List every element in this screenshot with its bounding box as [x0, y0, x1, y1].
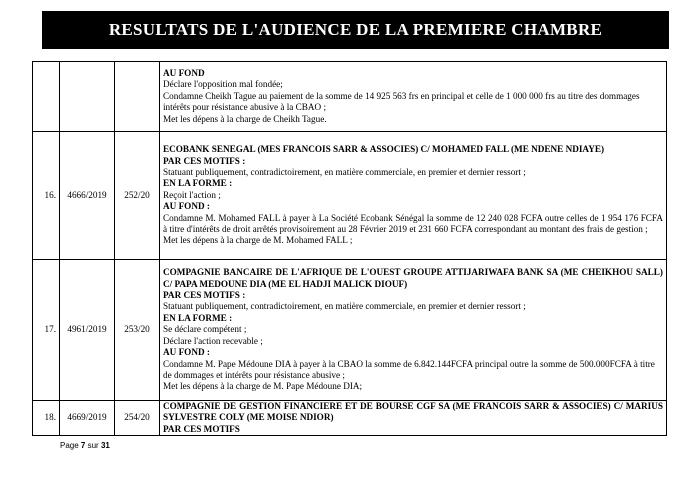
- section-heading: ECOBANK SENEGAL (MES FRANCOIS SARR & ASSOCIES) C/ MOHAMED FALL (ME NDENE NDIAYE): [163, 144, 605, 155]
- page-label: Page: [60, 441, 79, 450]
- case-number: 4961/2019: [60, 260, 115, 401]
- section-heading: EN LA FORME :: [163, 312, 233, 323]
- judgment-line: Statuant publiquement, contradictoirement, en matière commerciale, en premier et dernier ressort ;: [163, 166, 526, 177]
- row-number: 18.: [33, 401, 60, 436]
- judgment-text: [160, 132, 667, 260]
- section-heading: COMPAGNIE BANCAIRE DE L'AFRIQUE DE L'OUEST GROUPE ATTIJARIWAFA BANK SA (ME CHEIKHOU SALL) C/ PAPA MEDOUNE DIA (ME EL HADJI MALICK DIOUF): [163, 267, 663, 289]
- judgment-line: Statuant publiquement, contradictoirement, en matière commerciale, en premier et dernier ressort ;: [163, 301, 526, 312]
- results-table-body: [33, 62, 667, 436]
- judgment-line: Met les dépens à la charge de Cheikh Tague.: [163, 113, 327, 124]
- page-title: RESULTATS DE L'AUDIENCE DE LA PREMIERE CHAMBRE: [108, 20, 603, 39]
- section-heading: AU FOND: [163, 67, 205, 78]
- row-number: 17.: [33, 260, 60, 401]
- section-heading: PAR CES MOTIFS :: [163, 290, 246, 301]
- table-row: [33, 401, 667, 436]
- table-row: [33, 260, 667, 401]
- page-title-banner: [42, 11, 669, 49]
- judgment-text: [160, 62, 667, 132]
- table-row: [33, 132, 667, 260]
- judgment-line: Se déclare compétent ;: [163, 324, 247, 335]
- judgment-number: [115, 62, 160, 132]
- section-heading: PAR CES MOTIFS :: [163, 155, 246, 166]
- case-number: 4666/2019: [60, 132, 115, 260]
- judgment-line: Déclare l'opposition mal fondée;: [163, 79, 283, 90]
- page-current: 7: [80, 441, 86, 450]
- case-number: 4669/2019: [60, 401, 115, 436]
- results-table: [32, 61, 667, 436]
- judgment-line: Met les dépens à la charge de M. Pape Médoune DIA;: [163, 381, 363, 392]
- judgment-text: [160, 260, 667, 401]
- judgment-line: Condamne Cheikh Tague au paiement de la somme de 14 925 563 frs en principal et celle de 1 000 000 frs au titre des dommages intérêts pour résistance abusive à la CBAO ;: [163, 90, 640, 113]
- judgment-line: Déclare l'action recevable ;: [163, 335, 263, 346]
- judgment-line: Condamne M. Mohamed FALL à payer à La Société Ecobank Sénégal la somme de 12 240 028 FCFA outre celles de 1 954 176 FCFA à titre d'intérêts de droit arrêtés provisoirement au 28 Février 2019 et 231 660 FCFA correspondant au montant des frais de gestion ;: [163, 212, 663, 235]
- row-number: [33, 62, 60, 132]
- section-heading: PAR CES MOTIFS: [163, 423, 240, 434]
- table-row: [33, 62, 667, 132]
- judgment-line: Reçoit l'action ;: [163, 189, 221, 200]
- judgment-text: [160, 401, 667, 436]
- section-heading: AU FOND :: [163, 347, 210, 358]
- page-footer: [60, 441, 110, 450]
- section-heading: AU FOND :: [163, 201, 210, 212]
- judgment-number: 254/20: [115, 401, 160, 436]
- section-heading: EN LA FORME :: [163, 178, 233, 189]
- row-number: 16.: [33, 132, 60, 260]
- case-number: [60, 62, 115, 132]
- judgment-line: Condamne M. Pape Médoune DIA à payer à la CBAO la somme de 6.842.144FCFA principal outre la somme de 500.000FCFA à titre de dommages et intérêts pour résistance abusive ;: [163, 358, 655, 380]
- judgment-number: 253/20: [115, 260, 160, 401]
- judgment-line: Met les dépens à la charge de M. Mohamed FALL ;: [163, 235, 353, 246]
- page-total: 31: [100, 441, 110, 450]
- page-sep: sur: [87, 441, 99, 450]
- section-heading: COMPAGNIE DE GESTION FINANCIERE ET DE BOURSE CGF SA (ME FRANCOIS SARR & ASSOCIES) C/ MARIUS SYLVESTRE COLY (ME MOISE NDIOR): [163, 401, 663, 423]
- judgment-number: 252/20: [115, 132, 160, 260]
